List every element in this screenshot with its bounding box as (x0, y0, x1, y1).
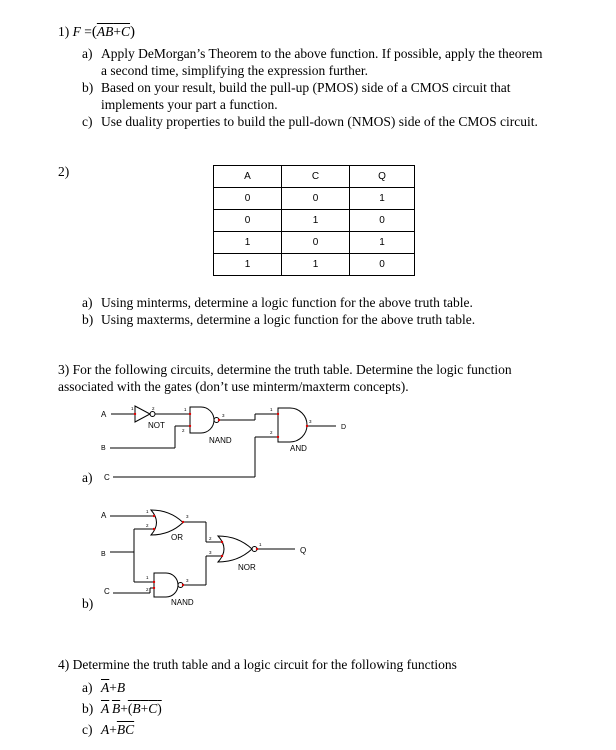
q1-part-a-line2: a second time, simplifying the expression further. (101, 63, 368, 78)
q1-number: 1) (58, 24, 70, 39)
nand-gate (190, 407, 214, 433)
q2-part-b: b) Using maxterms, determine a logic function for the above truth table. (82, 312, 476, 327)
table-cell: 1 (282, 210, 350, 232)
svg-text:2: 2 (209, 536, 212, 541)
nand-gate (154, 573, 178, 597)
q4-expr-b: $\overline{A}$ $\overline{B}+(B+C)$ (101, 701, 162, 716)
and-gate-label: AND (290, 444, 307, 453)
q1-part-c: c) Use duality properties to build the pull-down (NMOS) side of the CMOS circuit. (82, 114, 538, 129)
table-row (214, 210, 415, 232)
table-header-row (214, 166, 415, 188)
q3-part-b-label: b) (82, 596, 94, 611)
q3-part-a-label: a) (82, 470, 93, 485)
circuit-a-input-b: B (101, 445, 106, 452)
table-header-a: A (214, 166, 282, 188)
svg-text:1: 1 (259, 542, 262, 547)
table-header-q: Q (350, 166, 415, 188)
q4-intro: 4) Determine the truth table and a logic circuit for the following functions (58, 657, 457, 672)
circuit-b-input-a: A (101, 511, 107, 520)
svg-text:2: 2 (182, 428, 185, 433)
svg-text:1: 1 (184, 407, 187, 412)
svg-text:3: 3 (222, 413, 225, 418)
not-gate (135, 406, 150, 422)
q4-expr-c: $A+\overline{BC}$ (101, 722, 135, 737)
svg-text:1: 1 (270, 407, 273, 412)
table-cell: 1 (282, 254, 350, 276)
svg-text:2: 2 (146, 523, 149, 528)
nand-gate-label: NAND (171, 598, 194, 607)
circuit-a-input-c: C (104, 473, 110, 482)
q3-intro-line2: associated with the gates (don’t use minterm/maxterm concepts). (58, 379, 409, 394)
table-cell: 0 (350, 210, 415, 232)
q1-heading: 1) F =(AB+C) (58, 24, 136, 40)
table-header-c: C (282, 166, 350, 188)
q1-part-b-line2: implements your part a function. (101, 97, 278, 112)
svg-text:3: 3 (309, 419, 312, 424)
table-row (214, 232, 415, 254)
table-cell: 1 (214, 254, 282, 276)
svg-text:2: 2 (146, 587, 149, 592)
q3-intro-line1: 3) For the following circuits, determine the truth table. Determine the logic function (58, 362, 512, 377)
q2-truth-table (213, 165, 415, 276)
and-gate (278, 408, 307, 442)
or-gate (151, 510, 183, 535)
circuit-a-output-d: D (341, 424, 347, 431)
nand-gate-label: NAND (209, 436, 232, 445)
table-cell: 0 (214, 188, 282, 210)
q1-f-expr: AB+C (96, 24, 131, 39)
svg-text:2: 2 (152, 406, 155, 411)
table-row (214, 188, 415, 210)
table-row (214, 254, 415, 276)
table-cell: 1 (214, 232, 282, 254)
q2-part-a: a) Using minterms, determine a logic function for the above truth table. (82, 295, 473, 310)
q4-part-b: b) $\overline{A}$ $\overline{B}+(B+C)$ (82, 701, 162, 716)
circuit-b-output-q: Q (300, 546, 307, 555)
table-cell: 0 (214, 210, 282, 232)
svg-text:3: 3 (209, 550, 212, 555)
not-gate-label: NOT (148, 421, 165, 430)
nor-gate-label: NOR (238, 563, 256, 572)
svg-text:3: 3 (186, 514, 189, 519)
svg-text:1: 1 (146, 509, 149, 514)
table-cell: 0 (282, 232, 350, 254)
table-cell: 1 (350, 188, 415, 210)
q1-part-a: a) Apply DeMorgan’s Theorem to the above function. If possible, apply the theorem (82, 46, 543, 61)
circuit-a-input-a: A (101, 410, 107, 419)
table-cell: 0 (350, 254, 415, 276)
table-cell: 1 (350, 232, 415, 254)
circuit-b-input-b: B (101, 551, 106, 558)
or-gate-label: OR (171, 533, 183, 542)
svg-text:1: 1 (131, 406, 134, 411)
table-cell: 0 (282, 188, 350, 210)
q2-number: 2) (58, 164, 70, 179)
q1-f-eq: = (80, 24, 92, 39)
nor-gate (218, 536, 252, 562)
svg-text:2: 2 (270, 430, 273, 435)
q1-part-b: b) Based on your result, build the pull-up (PMOS) side of a CMOS circuit that (82, 80, 511, 95)
q4-part-c: c) $A+\overline{BC}$ (82, 722, 135, 737)
circuit-b-input-c: C (104, 587, 110, 596)
q1-f-lhs: F (72, 24, 81, 39)
svg-text:1: 1 (146, 575, 149, 580)
svg-text:3: 3 (186, 578, 189, 583)
q4-expr-a: $\overline{A}+B$ (101, 680, 126, 695)
q4-part-a: a) $\overline{A}+B$ (82, 680, 126, 695)
